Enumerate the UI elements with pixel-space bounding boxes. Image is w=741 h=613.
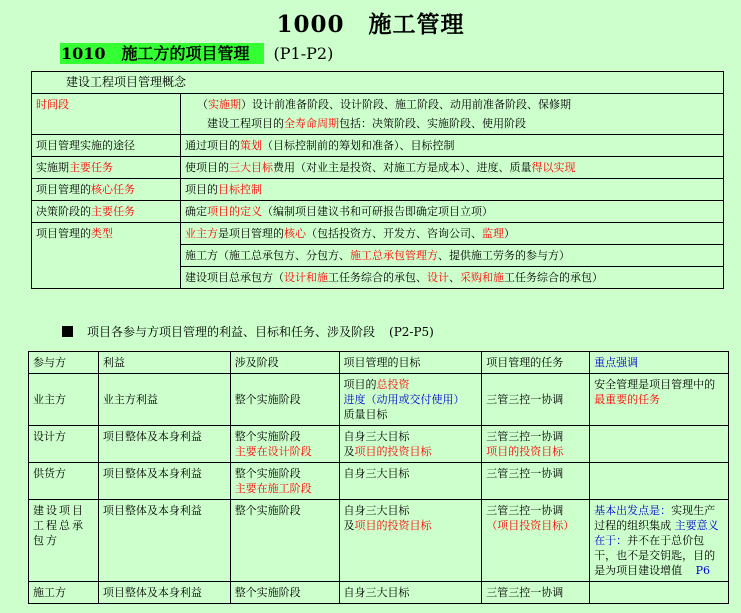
table-cell: 三管三控一协调 (482, 374, 590, 426)
participants-table (28, 351, 729, 604)
page-title: 1000 施工管理 (276, 11, 465, 38)
table-cell: 项目的总投资 进度（动用或交付使用） 质量目标 (339, 374, 482, 426)
table-cell: 自身三大目标 及项目的投资目标 (339, 426, 482, 463)
table-cell (590, 426, 729, 463)
table-row (29, 582, 729, 604)
table-row (32, 94, 724, 135)
table-cell: 项目整体及本身利益 (98, 463, 230, 500)
table-row (32, 72, 724, 94)
column-header: 项目管理的目标 (339, 352, 482, 374)
table-cell: 整个实施阶段 (230, 500, 339, 582)
table-row (32, 135, 724, 157)
column-header: 参与方 (29, 352, 99, 374)
table-cell: 项目整体及本身利益 (98, 582, 230, 604)
table-row (32, 179, 724, 201)
table-cell: 自身三大目标 (339, 463, 482, 500)
bullet-square-icon (62, 326, 73, 337)
table-cell: 供货方 (29, 463, 99, 500)
table-row (29, 463, 729, 500)
section-heading-2-pages: (P2-P5) (389, 325, 434, 339)
section-heading-label: 1010 施工方的项目管理 (60, 43, 264, 64)
table-row (29, 500, 729, 582)
row-content: 使项目的三大目标费用（对业主是投资、对施工方是成本）、进度、质量得以实现 (181, 157, 724, 179)
row-content: 项目的目标控制 (181, 179, 724, 201)
column-header: 涉及阶段 (230, 352, 339, 374)
table-row (32, 201, 724, 223)
table-cell: 设计方 (29, 426, 99, 463)
row-label: 决策阶段的主要任务 (32, 201, 181, 223)
row-label: 项目管理的类型 (32, 223, 181, 289)
table-row (32, 223, 724, 245)
table-cell: 业主方 (29, 374, 99, 426)
column-header: 利益 (98, 352, 230, 374)
row-label: 项目管理实施的途径 (32, 135, 181, 157)
table-cell: 整个实施阶段 主要在设计阶段 (230, 426, 339, 463)
table-row (29, 426, 729, 463)
table-cell: 三管三控一协调 （项目投资目标） (482, 500, 590, 582)
row-content: 业主方是项目管理的核心（包括投资方、开发方、咨询公司、监理） (181, 223, 724, 245)
table-cell: 三管三控一协调 项目的投资目标 (482, 426, 590, 463)
table-cell: 自身三大目标 及项目的投资目标 (339, 500, 482, 582)
column-header: 重点强调 (590, 352, 729, 374)
table-header-row (29, 352, 729, 374)
table-cell: 建设项目工程总承包方 (29, 500, 99, 582)
row-content: 施工方（施工总承包方、分包方、施工总承包管理方、提供施工劳务的参与方） (181, 245, 724, 267)
table-cell: 项目整体及本身利益 (98, 426, 230, 463)
table-cell: 整个实施阶段 (230, 582, 339, 604)
row-content: 建设项目总承包方（设计和施工任务综合的承包、设计、采购和施工任务综合的承包） (181, 267, 724, 289)
column-header: 项目管理的任务 (482, 352, 590, 374)
row-content: 确定项目的定义（编制项目建议书和可研报告即确定项目立项） (181, 201, 724, 223)
table-cell: 安全管理是项目管理中的最重要的任务 (590, 374, 729, 426)
table-cell: 整个实施阶段 主要在施工阶段 (230, 463, 339, 500)
table-cell: 业主方利益 (98, 374, 230, 426)
section-heading-2-label: 项目各参与方项目管理的利益、目标和任务、涉及阶段 (87, 325, 376, 339)
table-cell (590, 463, 729, 500)
project-management-concept-table (31, 71, 724, 289)
table-row (32, 157, 724, 179)
table-cell: 三管三控一协调 (482, 463, 590, 500)
section-heading-pages: (P1-P2) (273, 44, 334, 63)
table-row (29, 374, 729, 426)
row-content: 通过项目的策划（目标控制前的筹划和准备）、目标控制 (181, 135, 724, 157)
table-cell: 基本出发点是：实现生产过程的组织集成 主要意义在于：并不在于总价包干，也不是交钥匙，目的是为项目建设增值 P6 (590, 500, 729, 582)
table-cell: 项目整体及本身利益 (98, 500, 230, 582)
table-cell (590, 582, 729, 604)
section-heading-2 (62, 323, 434, 340)
row-label: 实施期主要任务 (32, 157, 181, 179)
table-cell: 施工方 (29, 582, 99, 604)
table-header: 建设工程项目管理概念 (32, 72, 724, 94)
table-cell: 三管三控一协调 (482, 582, 590, 604)
section-heading (60, 41, 333, 64)
table-cell: 自身三大目标 (339, 582, 482, 604)
row-label: 时间段 (32, 94, 181, 135)
table-cell: 整个实施阶段 (230, 374, 339, 426)
row-label: 项目管理的核心任务 (32, 179, 181, 201)
row-content: （实施期）设计前准备阶段、设计阶段、施工阶段、动用前准备阶段、保修期 建设工程项目的全寿命周期包括：决策阶段、实施阶段、使用阶段 (181, 94, 724, 135)
